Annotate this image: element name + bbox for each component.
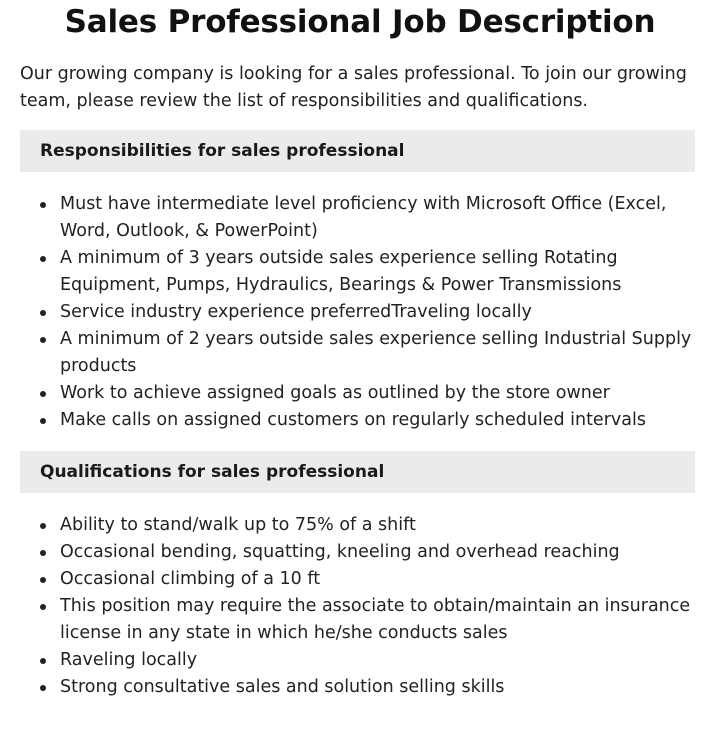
list-item: Raveling locally [40,647,695,674]
list-item: A minimum of 3 years outside sales experience selling Rotating Equipment, Pumps, Hydraulics, Bearings & Power Transmissions [40,245,695,299]
page-title: Sales Professional Job Description [64,4,656,40]
intro-paragraph: Our growing company is looking for a sales professional. To join our growing team, please review the list of responsibilities and qualifications. [20,64,687,111]
responsibilities-heading: Responsibilities for sales professional [20,130,695,172]
list-item: Service industry experience preferredTraveling locally [40,299,695,326]
list-item: Occasional climbing of a 10 ft [40,566,695,593]
list-item: Must have intermediate level proficiency with Microsoft Office (Excel, Word, Outlook, & PowerPoint) [40,191,695,245]
responsibilities-list [40,191,695,434]
list-item: Make calls on assigned customers on regularly scheduled intervals [40,407,695,434]
list-item: Work to achieve assigned goals as outlined by the store owner [40,380,695,407]
qualifications-list [40,512,695,701]
list-item: Occasional bending, squatting, kneeling and overhead reaching [40,539,695,566]
qualifications-heading: Qualifications for sales professional [20,451,695,493]
list-item: Ability to stand/walk up to 75% of a shift [40,512,695,539]
list-item: A minimum of 2 years outside sales experience selling Industrial Supply products [40,326,695,380]
list-item: Strong consultative sales and solution selling skills [40,674,695,701]
list-item: This position may require the associate to obtain/maintain an insurance license in any state in which he/she conducts sales [40,593,695,647]
